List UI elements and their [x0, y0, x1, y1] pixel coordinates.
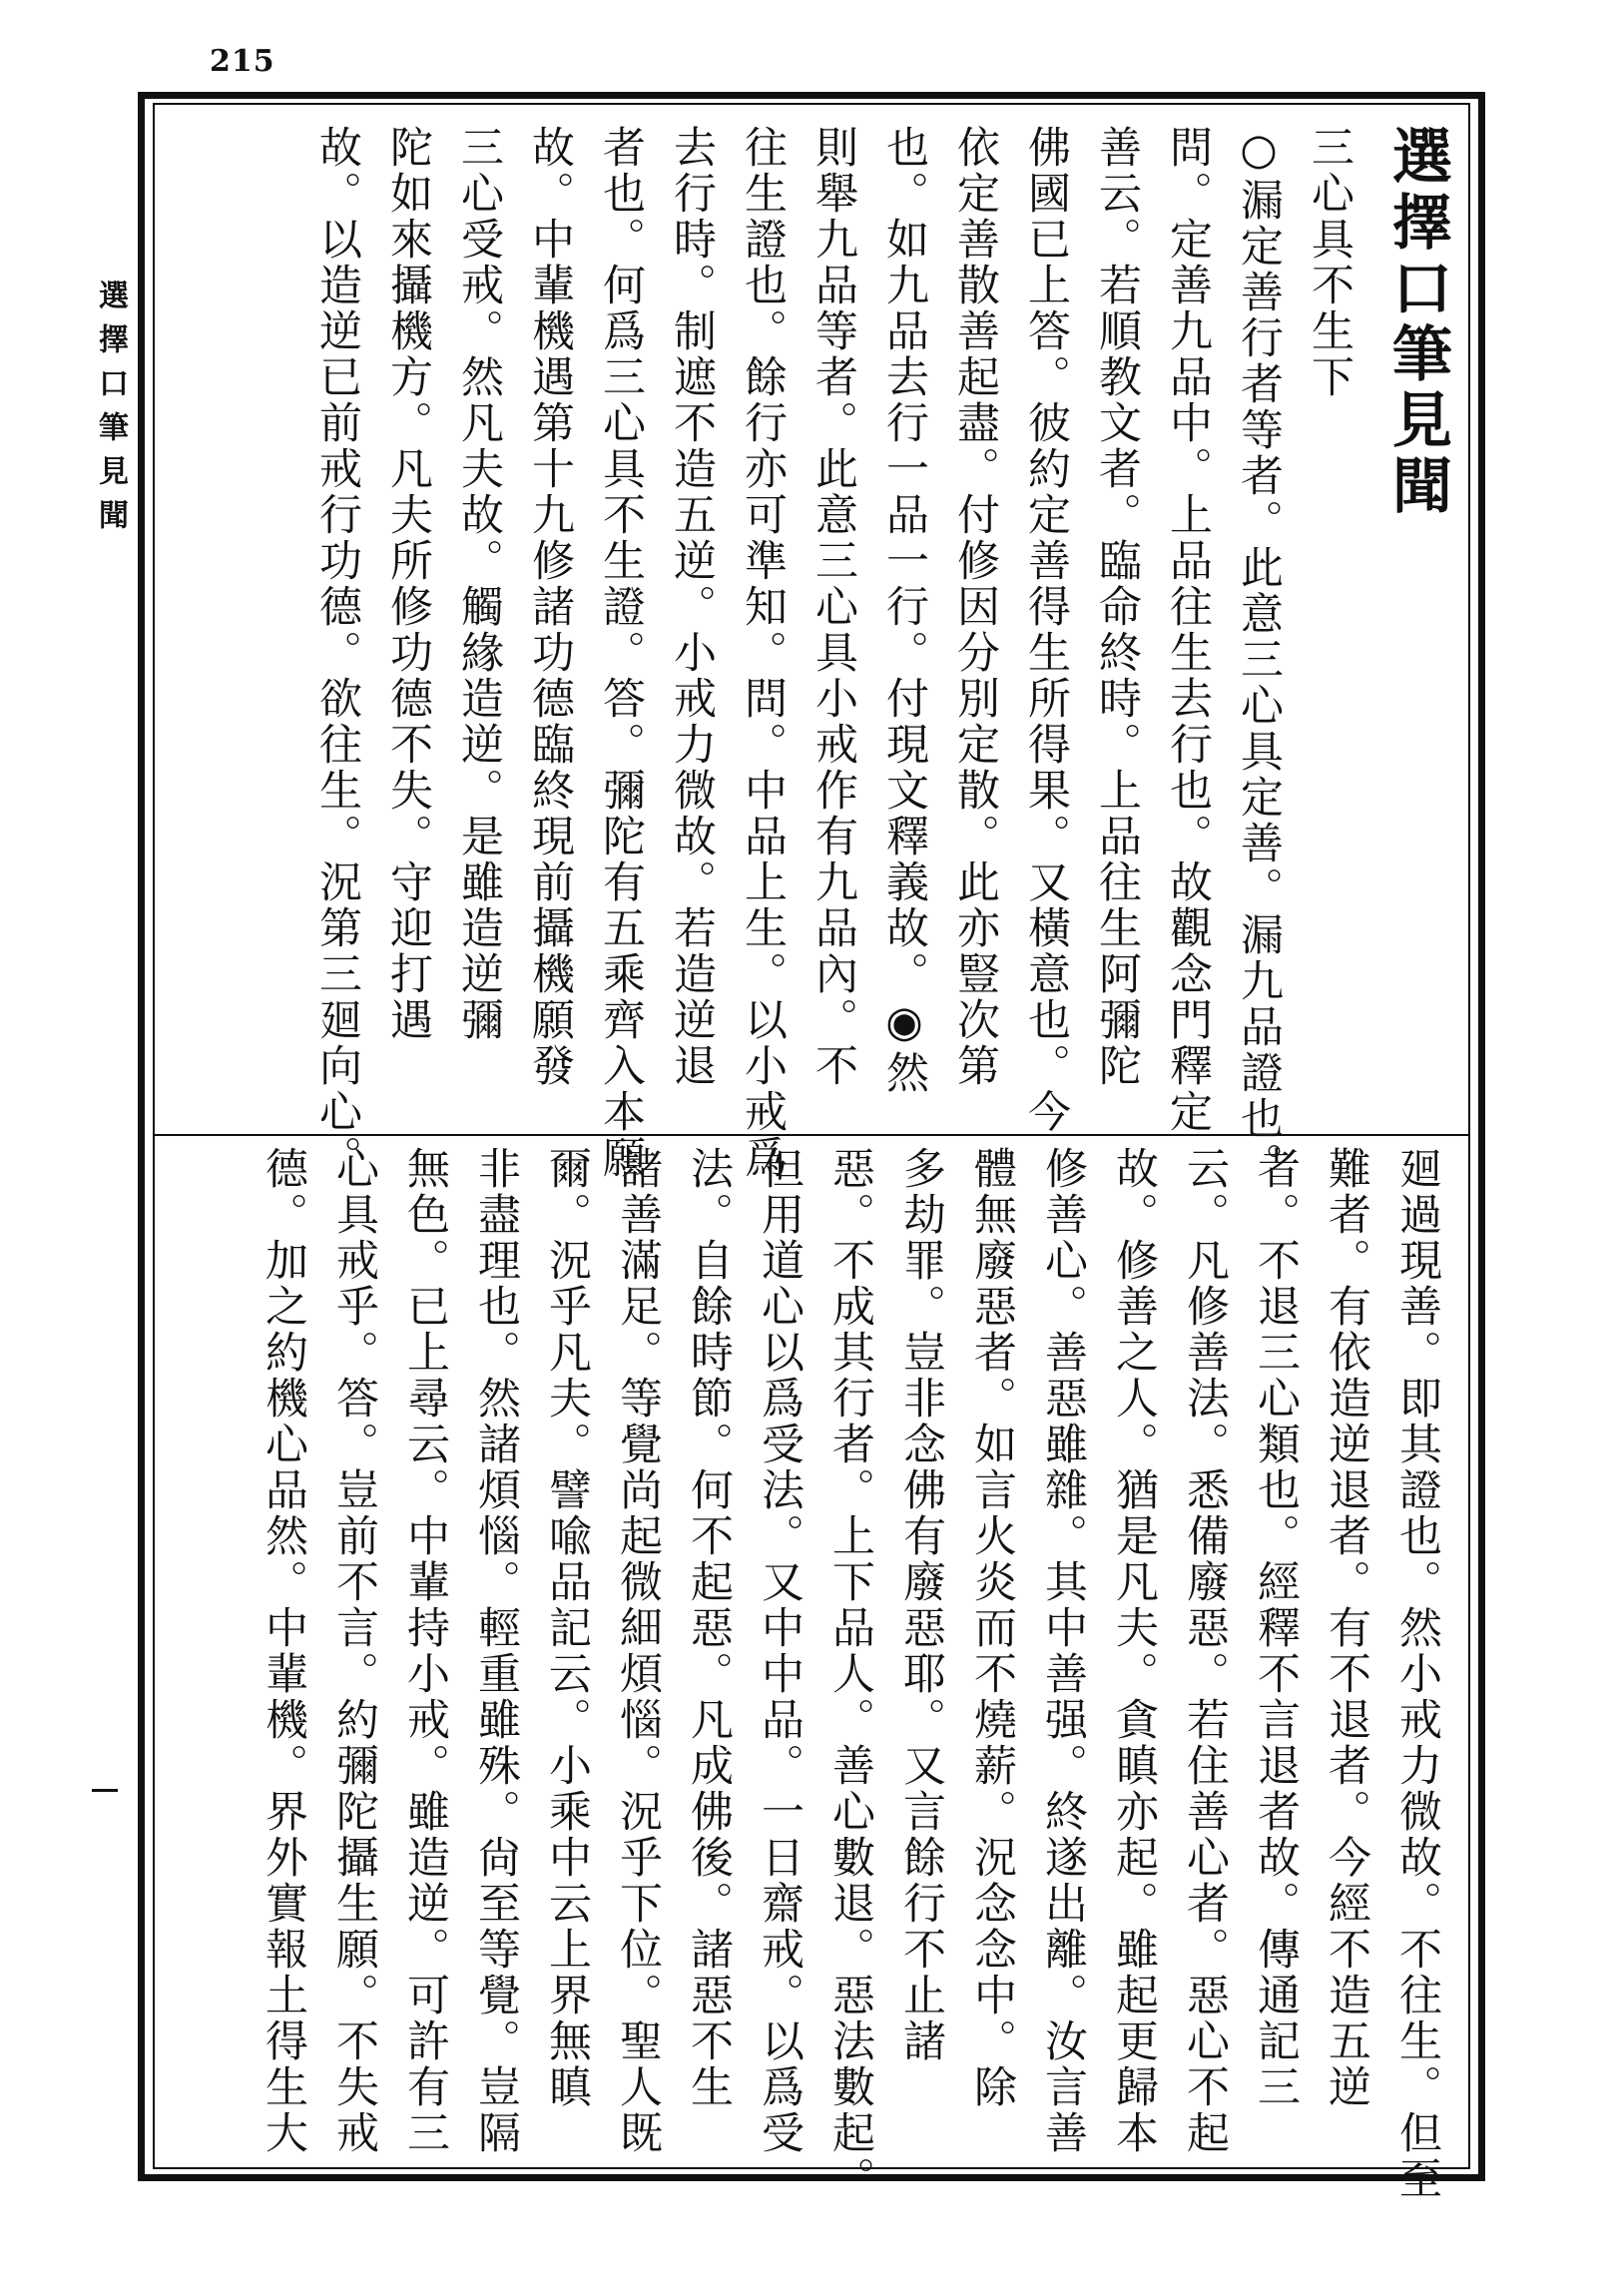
- upper-column: 故。以造逆已前戒行功德。欲往生。況第三廻向心。: [312, 125, 362, 1181]
- lower-column: 爾。況乎凡夫。譬喩品記云。小乘中云上界無瞋: [542, 1146, 592, 2110]
- lower-column: 心具戒乎。答。豈前不言。約彌陀攝生願。不失戒: [329, 1146, 379, 2156]
- upper-column: 也。如九品去行一品一行。付現文釋義故。◉然: [879, 125, 929, 1096]
- lower-column: 惡。不成其行者。上下品人。善心數退。惡法數起。: [825, 1146, 875, 2202]
- lower-column: 無色。已上尋云。中輩持小戒。雖造逆。可許有三: [400, 1146, 450, 2156]
- upper-column: 故。中輩機遇第十九修諸功德臨終現前攝機願發: [525, 125, 575, 1089]
- section-heading: 三心具不生下: [1305, 125, 1354, 400]
- lower-column: 多劫罪。豈非念佛有廢惡耶。又言餘行不止諸: [896, 1146, 946, 2064]
- upper-column: 三心受戒。然凡夫故。觸緣造逆。是雖造逆彌: [454, 125, 504, 1043]
- lower-text-block: [175, 1146, 1447, 2202]
- upper-column: 問。定善九品中。上品往生去行也。故觀念門釋定: [1163, 125, 1213, 1135]
- upper-column: 往生證也。餘行亦可準知。問。中品上生。以小戒爲: [738, 125, 788, 1181]
- upper-text-block: [175, 125, 1452, 1188]
- lower-column: 諸善滿足。等覺尚起微細煩惱。況乎下位。聖人既: [613, 1146, 663, 2156]
- upper-column: 則舉九品等者。此意三心具小戒作有九品內。不: [808, 125, 858, 1089]
- running-title: 選擇口筆見聞: [93, 280, 128, 543]
- upper-column: 陀如來攝機方。凡夫所修功德不失。守迎打遇: [383, 125, 433, 1043]
- document-title: 選擇口筆見聞: [1382, 125, 1452, 520]
- lower-column: 云。凡修善法。悉備廢惡。若住善心者。惡心不起: [1180, 1146, 1230, 2156]
- lower-column: 非盡理也。然諸煩惱。輕重雖殊。尙至等覺。豈隔: [471, 1146, 521, 2156]
- lower-column: 者。不退三心類也。經釋不言退者故。傳通記三: [1251, 1146, 1301, 2110]
- upper-column: 依定善散善起盡。付修因分別定散。此亦豎次第: [950, 125, 1000, 1089]
- lower-column: 故。修善之人。猶是凡夫。貪瞋亦起。雖起更歸本: [1109, 1146, 1159, 2156]
- upper-column: 去行時。制遮不造五逆。小戒力微故。若造逆退: [667, 125, 717, 1089]
- lower-column: 法。自餘時節。何不起惡。凡成佛後。諸惡不生: [684, 1146, 734, 2110]
- upper-column: 者也。何爲三心具不生證。答。彌陀有五乘齊入本願: [596, 125, 646, 1181]
- lower-column: 修善心。善惡雖雜。其中善强。終遂出離。汝言善: [1038, 1146, 1088, 2156]
- page-number: 215: [210, 44, 275, 79]
- lower-column: 難者。有依造逆退者。有不退者。今經不造五逆: [1322, 1146, 1371, 2110]
- upper-column: 善云。若順教文者。臨命終時。上品往生阿彌陀: [1092, 125, 1142, 1089]
- lower-column: 德。加之約機心品然。中輩機。界外實報土得生大: [259, 1146, 308, 2156]
- lower-column: 廻過現善。即其證也。然小戒力微故。不往生。但至: [1392, 1146, 1442, 2202]
- lower-column: 體無廢惡者。如言火炎而不燒薪。況念念中。除: [967, 1146, 1017, 2110]
- upper-column: 佛國已上答。彼約定善得生所得果。又橫意也。今: [1021, 125, 1071, 1135]
- upper-column: ○漏定善行者等者。此意三心具定善。漏九品證也。: [1234, 125, 1284, 1188]
- lower-column: 但用道心以爲受法。又中中品。一日齋戒。以爲受: [755, 1146, 805, 2156]
- margin-mark: [92, 1789, 118, 1792]
